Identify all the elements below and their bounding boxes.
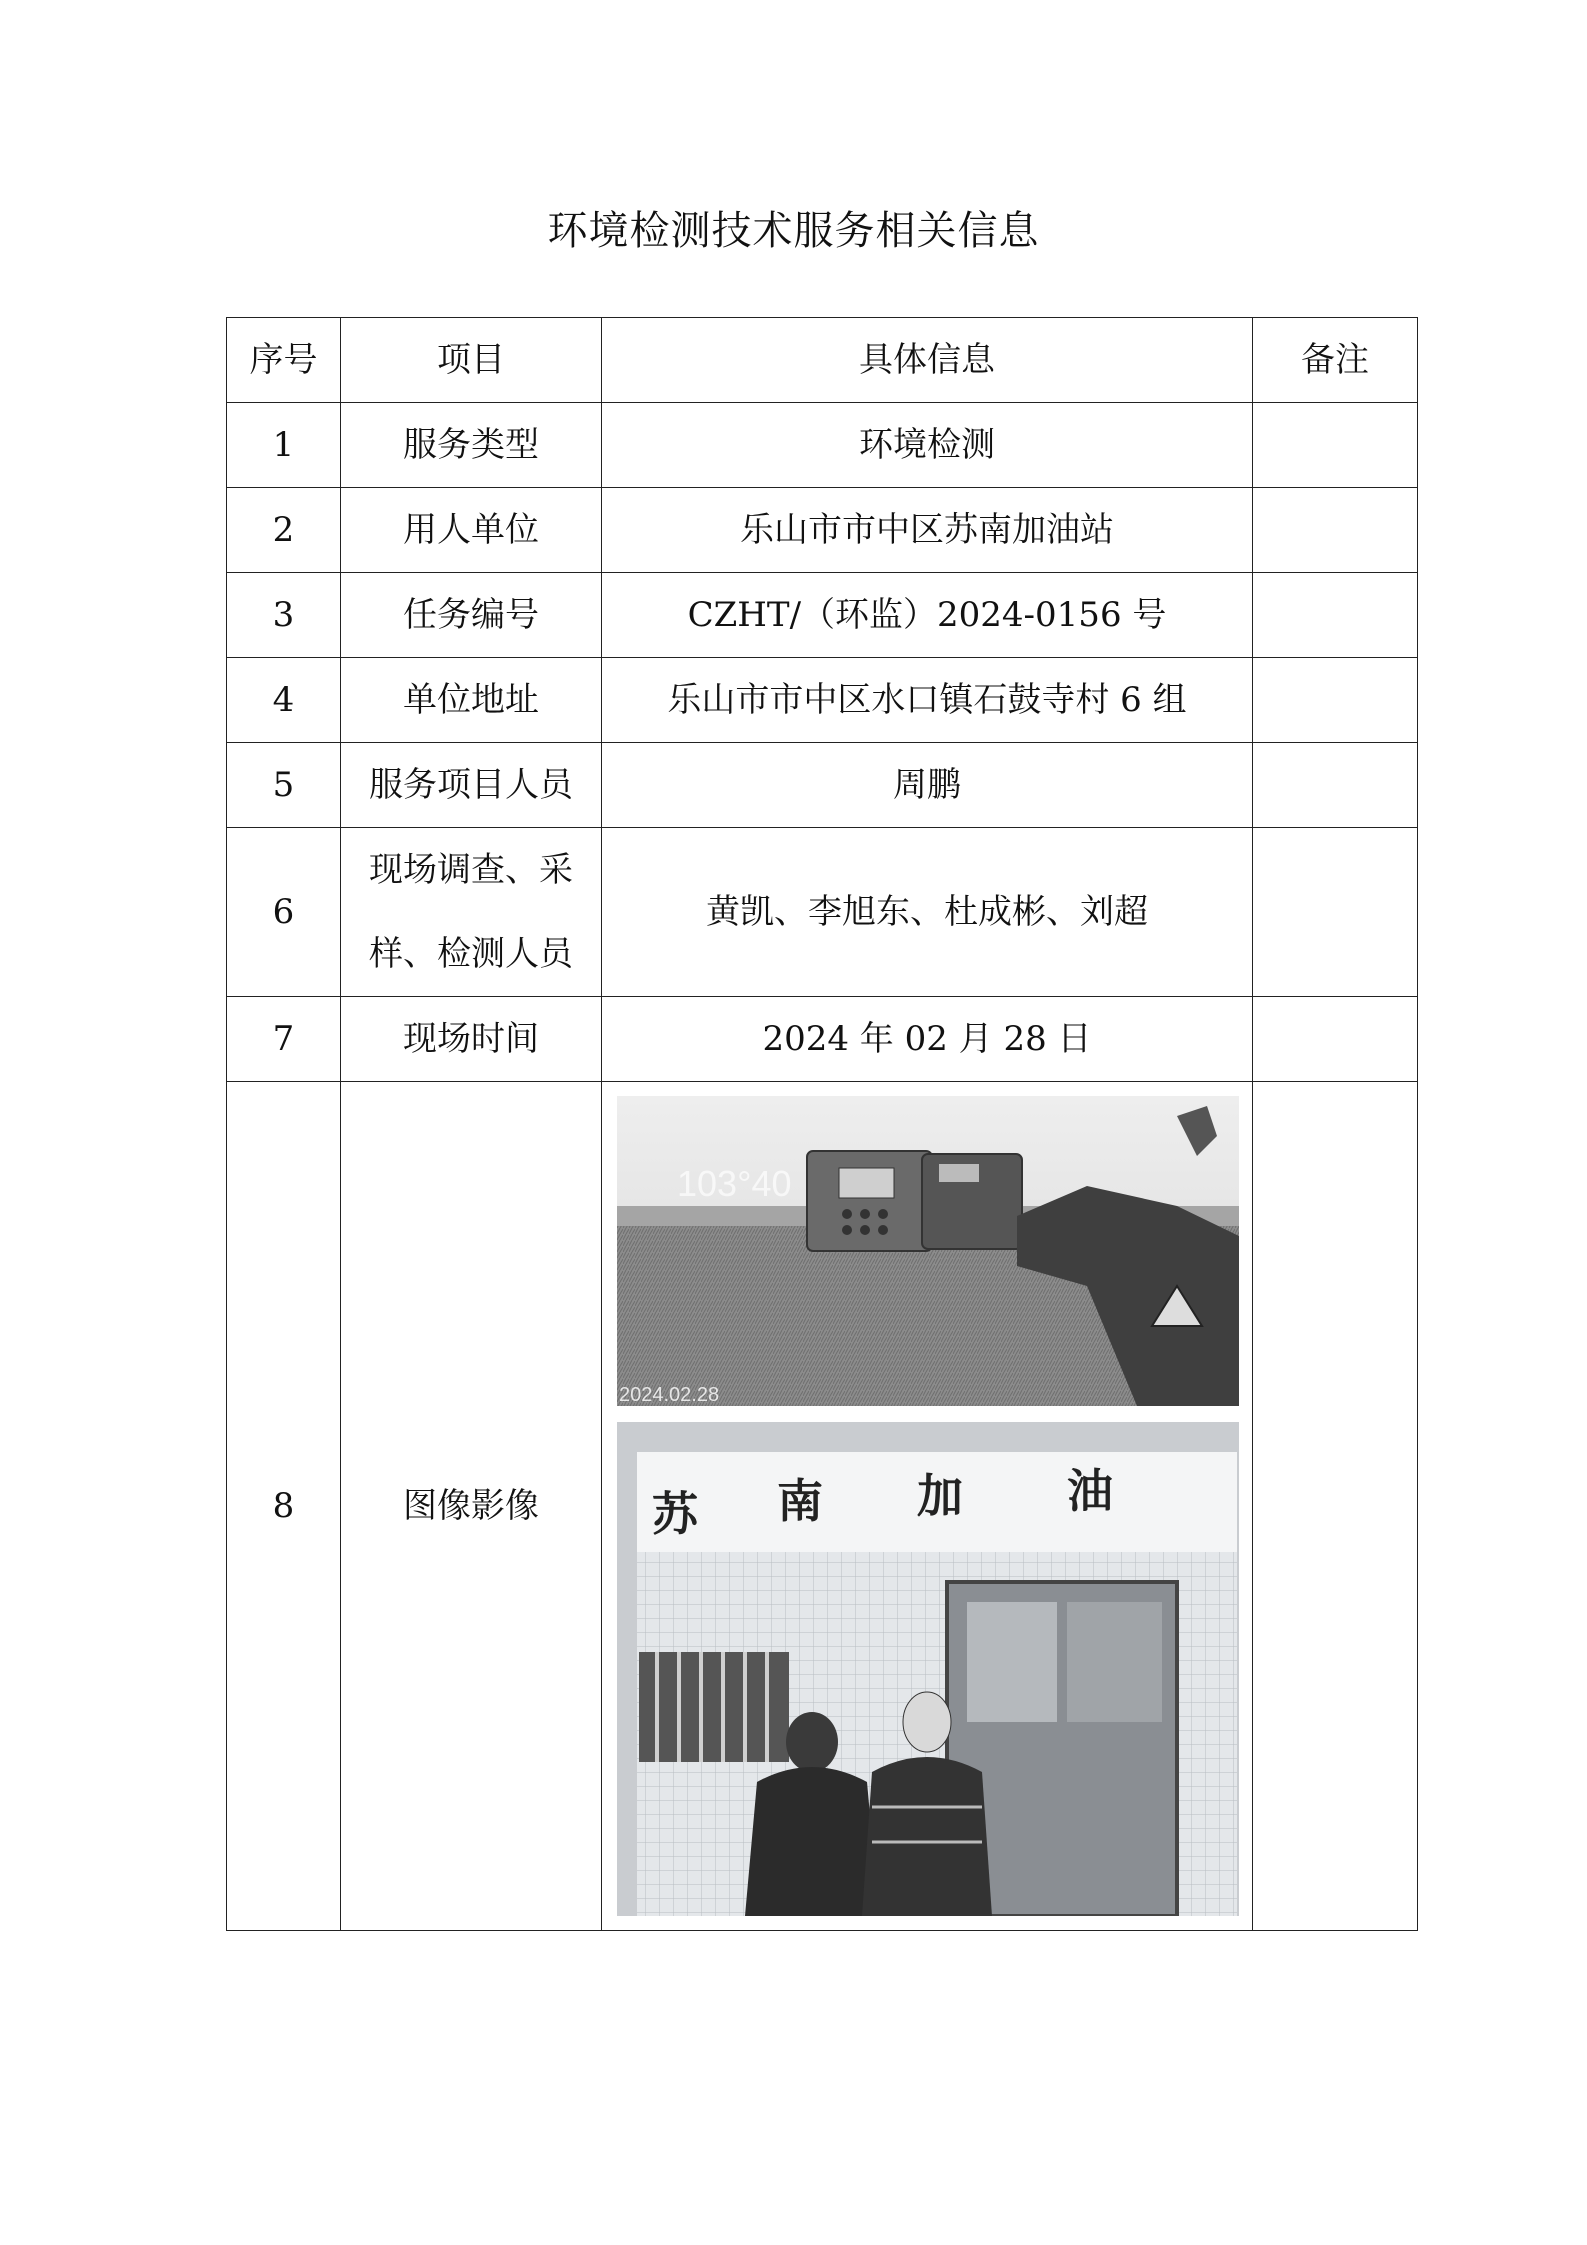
header-detail: 具体信息: [602, 318, 1253, 403]
row-detail: 黄凯、李旭东、杜成彬、刘超: [602, 828, 1253, 997]
row-index: 4: [227, 658, 341, 743]
table-row: [227, 997, 1418, 1082]
row-item: 现场时间: [341, 997, 602, 1082]
table-header-row: [227, 318, 1418, 403]
row-item: 图像影像: [341, 1082, 602, 1931]
info-table: [226, 317, 1418, 1931]
header-index: 序号: [227, 318, 341, 403]
row-detail: 乐山市市中区苏南加油站: [602, 488, 1253, 573]
row-index: 2: [227, 488, 341, 573]
header-remark: 备注: [1253, 318, 1418, 403]
table-row: [227, 488, 1418, 573]
row-remark: [1253, 573, 1418, 658]
row-remark: [1253, 828, 1418, 997]
row-detail: 周鹏: [602, 743, 1253, 828]
sign-char-2: 南: [777, 1474, 823, 1528]
photo-cell: [602, 1082, 1253, 1931]
row-detail: CZHT/（环监）2024-0156 号: [602, 573, 1253, 658]
row-remark: [1253, 403, 1418, 488]
row-detail: 2024 年 02 月 28 日: [602, 997, 1253, 1082]
row-item-line2: 样、检测人员: [369, 934, 573, 974]
row-item-line1: 现场调查、采: [369, 850, 573, 890]
row-index: 8: [227, 1082, 341, 1931]
row-remark: [1253, 488, 1418, 573]
sign-char-4: 油: [1067, 1464, 1113, 1518]
row-index: 1: [227, 403, 341, 488]
sign-char-3: 加: [917, 1469, 963, 1523]
document-title: 环境检测技术服务相关信息: [547, 208, 1040, 254]
table-row: [227, 743, 1418, 828]
row-detail: 环境检测: [602, 403, 1253, 488]
table-row: [227, 828, 1418, 997]
photo-coordinate-text: 103°40: [677, 1163, 792, 1204]
row-remark: [1253, 658, 1418, 743]
gas-station-staff-photo: [617, 1422, 1239, 1916]
row-index: 7: [227, 997, 341, 1082]
table-row: [227, 658, 1418, 743]
table-row: [227, 1082, 1418, 1931]
sampling-instrument-photo: [617, 1096, 1239, 1406]
row-remark: [1253, 743, 1418, 828]
row-detail: 乐山市市中区水口镇石鼓寺村 6 组: [602, 658, 1253, 743]
table-row: [227, 403, 1418, 488]
sign-char-1: 苏: [652, 1487, 698, 1541]
row-item: 服务类型: [341, 403, 602, 488]
row-index: 3: [227, 573, 341, 658]
row-item: 服务项目人员: [341, 743, 602, 828]
row-index: 5: [227, 743, 341, 828]
row-item: 用人单位: [341, 488, 602, 573]
row-remark: [1253, 997, 1418, 1082]
row-index: 6: [227, 828, 341, 997]
table-row: [227, 573, 1418, 658]
header-item: 项目: [341, 318, 602, 403]
row-item: 单位地址: [341, 658, 602, 743]
photo-date-text: 2024.02.28: [619, 1384, 720, 1406]
row-item: [341, 828, 602, 997]
row-item: 任务编号: [341, 573, 602, 658]
row-remark: [1253, 1082, 1418, 1931]
